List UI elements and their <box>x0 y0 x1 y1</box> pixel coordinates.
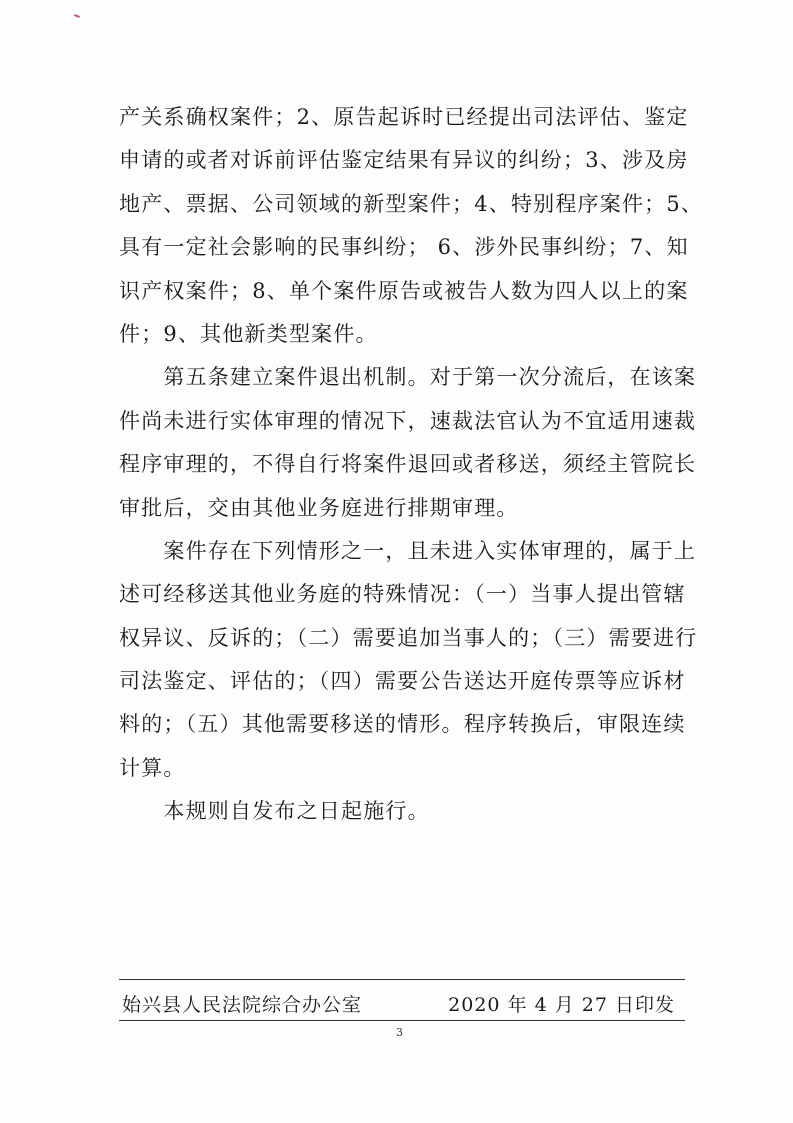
text-line: 司法鉴定、评估的；（四）需要公告送达开庭传票等应诉材 <box>119 669 686 694</box>
text-line: 件；9、其他新类型案件。 <box>119 321 378 346</box>
ink-speck <box>74 14 80 18</box>
text-line: 地产、票据、公司领域的新型案件；4、特别程序案件；5、 <box>119 191 704 216</box>
page-number: 3 <box>396 1026 403 1039</box>
body-text <box>119 96 704 834</box>
text-line: 权异议、反诉的；（二）需要追加当事人的；（三）需要进行 <box>119 625 698 650</box>
text-line: 识产权案件；8、单个案件原告或被告人数为四人以上的案 <box>119 278 689 303</box>
footer-bottom-rule <box>119 1020 685 1021</box>
text-line: 案件存在下列情形之一，且未进入实体审理的，属于上 <box>119 538 697 563</box>
footer-date: 2020 年 4 月 27 日印发 <box>448 994 675 1016</box>
text-line: 审批后，交由其他业务庭进行排期审理。 <box>119 495 519 520</box>
text-line: 本规则自发布之日起施行。 <box>119 799 430 824</box>
text-line: 第五条建立案件退出机制。对于第一次分流后，在该案 <box>119 365 697 390</box>
text-line: 产关系确权案件；2、原告起诉时已经提出司法评估、鉴定 <box>119 105 689 129</box>
text-line: 料的；（五）其他需要移送的情形。程序转换后，审限连续 <box>119 712 686 737</box>
footer-top-rule <box>119 979 685 980</box>
text-line: 计算。 <box>119 755 186 780</box>
text-line: 程序审理的，不得自行将案件退回或者移送，须经主管院长 <box>119 452 697 477</box>
text-line: 具有一定社会影响的民事纠纷； 6、涉外民事纠纷；7、知 <box>119 235 689 260</box>
text-line: 申请的或者对诉前评估鉴定结果有异议的纠纷；3、涉及房 <box>119 148 689 173</box>
footer-issuer: 始兴县人民法院综合办公室 <box>122 994 363 1016</box>
text-line: 述可经移送其他业务庭的特殊情况：（一）当事人提出管辖 <box>119 582 686 607</box>
text-line: 件尚未进行实体审理的情况下，速裁法官认为不宜适用速裁 <box>119 408 697 433</box>
